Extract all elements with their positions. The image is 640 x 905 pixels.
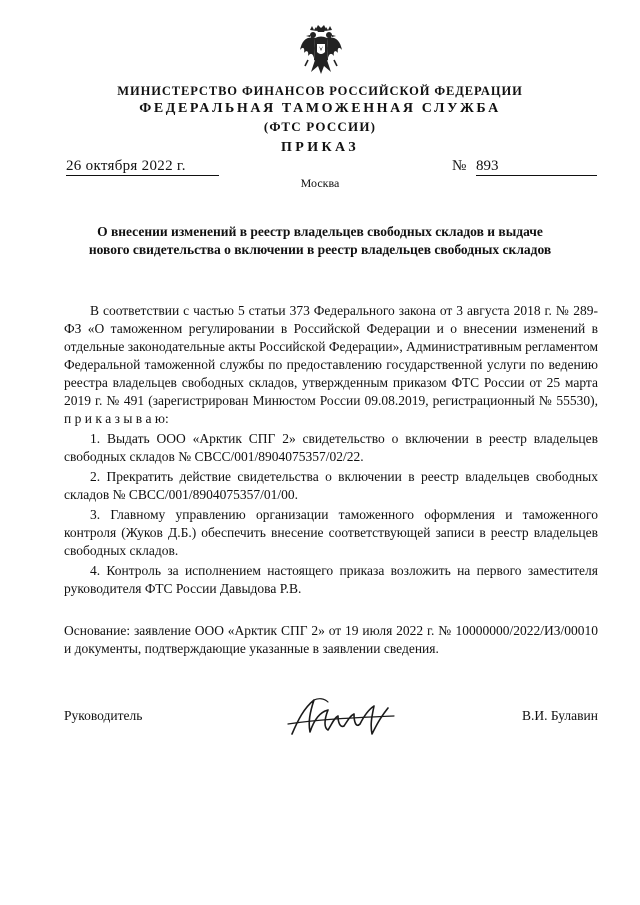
document-type-title: ПРИКАЗ (280, 140, 360, 155)
signatory-name: В.И. Булавин (521, 708, 598, 723)
order-item: 4. Контроль за исполнением настоящего приказа возложить на первого заместителя руководителя ФТС России Давыдова Р.В. (64, 563, 598, 596)
service-abbreviation: (ФТС РОССИИ) (263, 119, 377, 134)
order-body (64, 302, 598, 598)
order-subject: О внесении изменений в реестр владельцев свободных складов и выдаче нового свидетельства о включении в реестр владельцев свободных складов (88, 224, 552, 257)
preamble-paragraph: В соответствии с частью 5 статьи 373 Федерального закона от 3 августа 2018 г. № 289-ФЗ «О таможенном регулировании в Российской Федерации и о внесении изменений в отдельные законодательные акты Российской Федерации», Административным регламентом Федеральной таможенной службы по предоставлению государственной услуги по ведению реестра владельцев свободных складов, утвержденным приказом ФТС России от 25 марта 2019 г. № 491 (зарегистрирован Минюстом России 09.08.2019, регистрационный № 55530), п р и к а з ы в а ю: (64, 303, 598, 426)
city: Москва (300, 176, 340, 190)
service-name: ФЕДЕРАЛЬНАЯ ТАМОЖЕННАЯ СЛУЖБА (139, 101, 501, 116)
basis-paragraph: Основание: заявление ООО «Арктик СПГ 2» от 19 июля 2022 г. № 10000000/2022/ИЗ/00010 и документы, подтверждающие указанные в заявлении сведения. (64, 623, 598, 656)
ministry-name: МИНИСТЕРСТВО ФИНАНСОВ РОССИЙСКОЙ ФЕДЕРАЦИИ (117, 84, 523, 98)
handwritten-signature-icon (284, 690, 404, 742)
number-sign: № (452, 158, 467, 174)
order-date: 26 октября 2022 г. (66, 158, 219, 176)
order-number: 893 (476, 158, 597, 176)
russian-coat-of-arms-icon (299, 24, 343, 76)
order-item: 1. Выдать ООО «Арктик СПГ 2» свидетельство о включении в реестр владельцев свободных складов № СВСС/001/8904075357/02/22. (64, 431, 598, 464)
order-item: 3. Главному управлению организации таможенного оформления и таможенного контроля (Жуков Д.Б.) обеспечить внесение соответствующей записи в реестр владельцев свободных складов. (64, 507, 598, 558)
signatory-role: Руководитель (64, 708, 143, 723)
order-item: 2. Прекратить действие свидетельства о включении в реестр владельцев свободных складов № СВСС/001/8904075357/01/00. (64, 469, 598, 502)
order-number-block (452, 158, 597, 175)
